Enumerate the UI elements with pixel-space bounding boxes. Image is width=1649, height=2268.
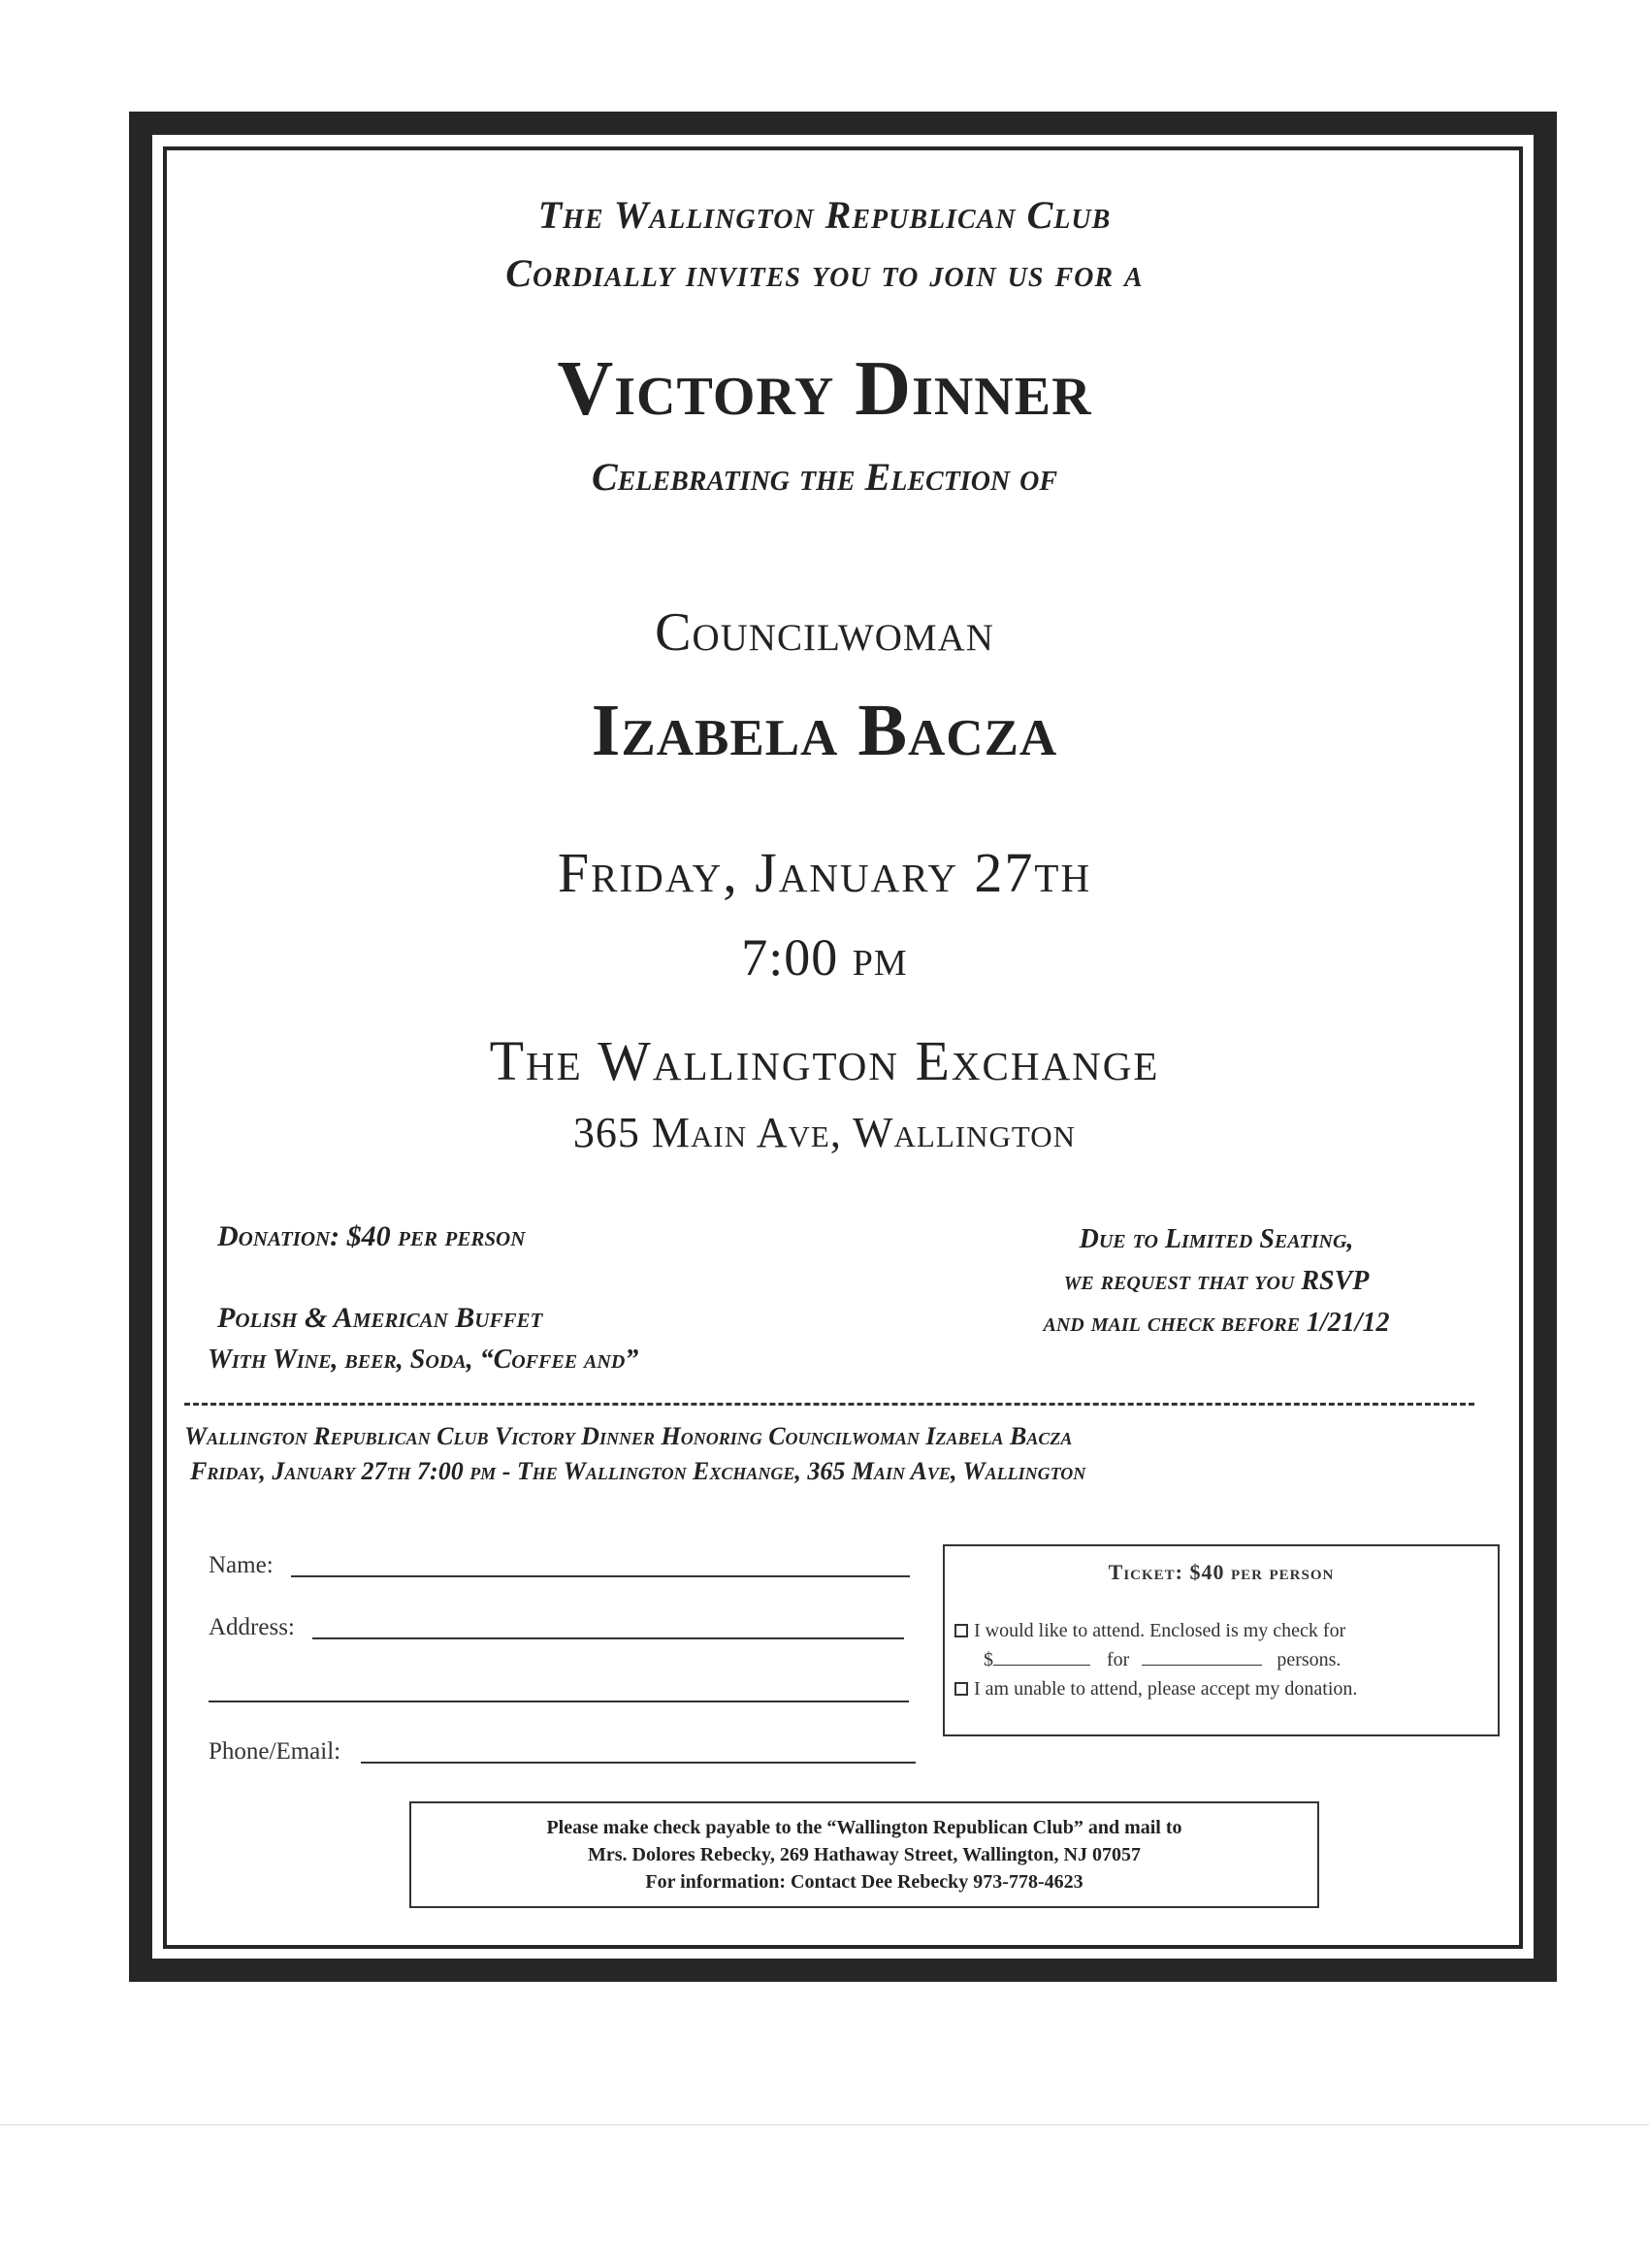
scan-edge [0,2124,1649,2125]
honoree-name: Izabela Bacza [591,690,1058,771]
for-text: for [1107,1649,1130,1670]
honoree-role: Councilwoman [655,602,994,663]
stub-line-1: Wallington Republican Club Victory Dinner Honoring Councilwoman Izabela Bacza [184,1422,1073,1450]
buffet-text: Polish & American Buffet [217,1302,543,1334]
attend-option[interactable] [954,1620,1345,1642]
stub-line-2: Friday, January 27th 7:00 pm - The Wallington Exchange, 365 Main Ave, Wallington [190,1457,1086,1485]
header-line-1: The Wallington Republican Club [537,193,1112,237]
persons-count-field[interactable] [1142,1652,1262,1666]
name-label: Name: [209,1552,274,1578]
event-venue: The Wallington Exchange [489,1029,1160,1092]
rsvp-notice [945,1218,1488,1344]
payment-line-2: Mrs. Dolores Rebecky, 269 Hathaway Street, Wallington, NJ 07057 [588,1844,1141,1865]
rsvp-line-1: Due to Limited Seating, [1079,1224,1354,1254]
header-line-2: Cordially invites you to join us for a [505,251,1144,295]
rsvp-line-3: and mail check before 1/21/12 [1043,1308,1390,1338]
attend-amount-row [984,1649,1341,1671]
rsvp-line-2: we request that you RSVP [1063,1266,1370,1296]
event-time: 7:00 pm [741,928,908,987]
payment-instructions [409,1801,1319,1908]
event-subtitle: Celebrating the Election of [591,455,1058,499]
decline-text: I am unable to attend, please accept my donation. [974,1678,1358,1700]
name-field[interactable] [291,1575,910,1577]
attend-checkbox[interactable] [954,1624,968,1637]
phone-email-label: Phone/Email: [209,1738,341,1765]
address-label: Address: [209,1614,295,1640]
donation-text: Donation: $40 per person [217,1220,526,1252]
address-field[interactable] [312,1637,904,1639]
cut-line [184,1403,1474,1406]
ticket-box [943,1544,1500,1736]
amount-field[interactable] [993,1652,1090,1666]
persons-text: persons. [1277,1649,1342,1670]
decline-option[interactable] [954,1678,1357,1701]
amount-prefix: $ [984,1649,993,1670]
event-date: Friday, January 27th [557,841,1092,904]
attend-text: I would like to attend. Enclosed is my check for [974,1620,1346,1641]
event-title: Victory Dinner [557,346,1092,432]
phone-email-field[interactable] [361,1762,916,1764]
payment-line-3: For information: Contact Dee Rebecky 973-778-4623 [645,1871,1083,1893]
payment-line-1: Please make check payable to the “Wallington Republican Club” and mail to [546,1817,1182,1838]
decline-checkbox[interactable] [954,1682,968,1696]
ticket-header: Ticket: $40 per person [1108,1560,1335,1584]
event-address: 365 Main Ave, Wallington [572,1109,1077,1156]
address-field-line-2[interactable] [209,1701,909,1702]
drinks-text: With Wine, beer, Soda, “Coffee and” [208,1345,639,1375]
